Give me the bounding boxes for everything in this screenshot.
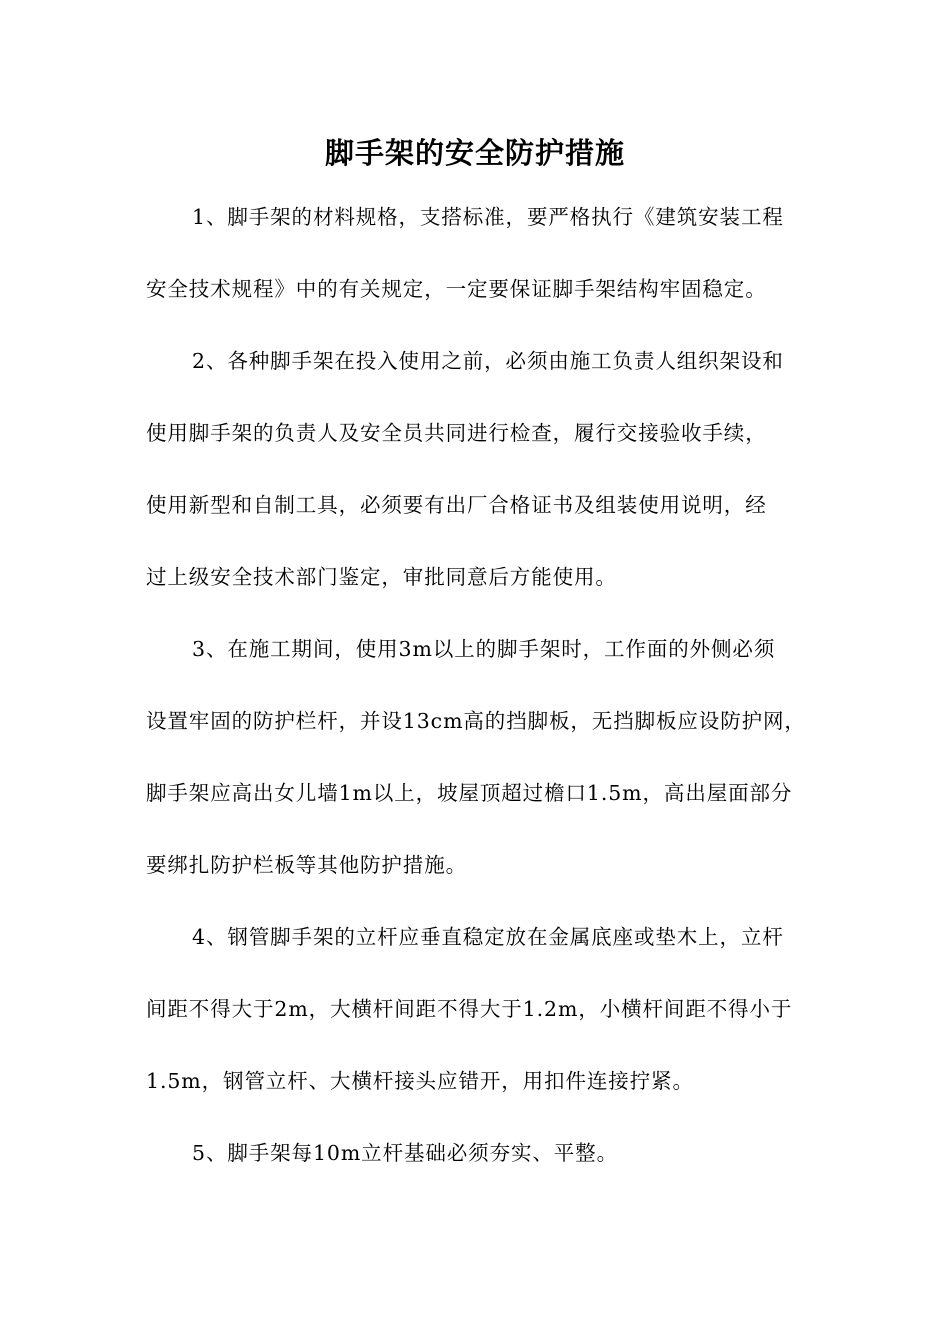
paragraph-2-line-3: 使用新型和自制工具，必须要有出厂合格证书及组装使用说明，经 bbox=[146, 493, 767, 517]
paragraph-3-line-2: 设置牢固的防护栏杆，并设13cm高的挡脚板，无挡脚板应设防护网， bbox=[146, 709, 806, 733]
paragraph-2-line-1: 2、各种脚手架在投入使用之前，必须由施工负责人组织架设和 bbox=[192, 349, 784, 373]
paragraph-3-line-3: 脚手架应高出女儿墙1m以上，坡屋顶超过檐口1.5m，高出屋面部分 bbox=[146, 781, 793, 805]
paragraph-1-line-2: 安全技术规程》中的有关规定，一定要保证脚手架结构牢固稳定。 bbox=[146, 277, 767, 301]
paragraph-5-line-1: 5、脚手架每10m立杆基础必须夯实、平整。 bbox=[192, 1141, 618, 1165]
page-title: 脚手架的安全防护措施 bbox=[324, 136, 625, 170]
paragraph-3-line-4: 要绑扎防护栏板等其他防护措施。 bbox=[146, 853, 467, 877]
paragraph-4-line-3: 1.5m，钢管立杆、大横杆接头应错开，用扣件连接拧紧。 bbox=[146, 1069, 694, 1093]
paragraph-4-line-1: 4、钢管脚手架的立杆应垂直稳定放在金属底座或垫木上，立杆 bbox=[192, 925, 784, 949]
paragraph-2-line-4: 过上级安全技术部门鉴定，审批同意后方能使用。 bbox=[146, 565, 617, 589]
paragraph-4-line-2: 间距不得大于2m，大横杆间距不得大于1.2m，小横杆间距不得小于 bbox=[146, 997, 793, 1021]
paragraph-3-line-1: 3、在施工期间，使用3m以上的脚手架时，工作面的外侧必须 bbox=[192, 637, 776, 661]
paragraph-2-line-2: 使用脚手架的负责人及安全员共同进行检查，履行交接验收手续， bbox=[146, 421, 767, 445]
document-body bbox=[146, 181, 812, 1189]
paragraph-1-line-1: 1、脚手架的材料规格，支搭标准，要严格执行《建筑安装工程 bbox=[192, 205, 784, 229]
